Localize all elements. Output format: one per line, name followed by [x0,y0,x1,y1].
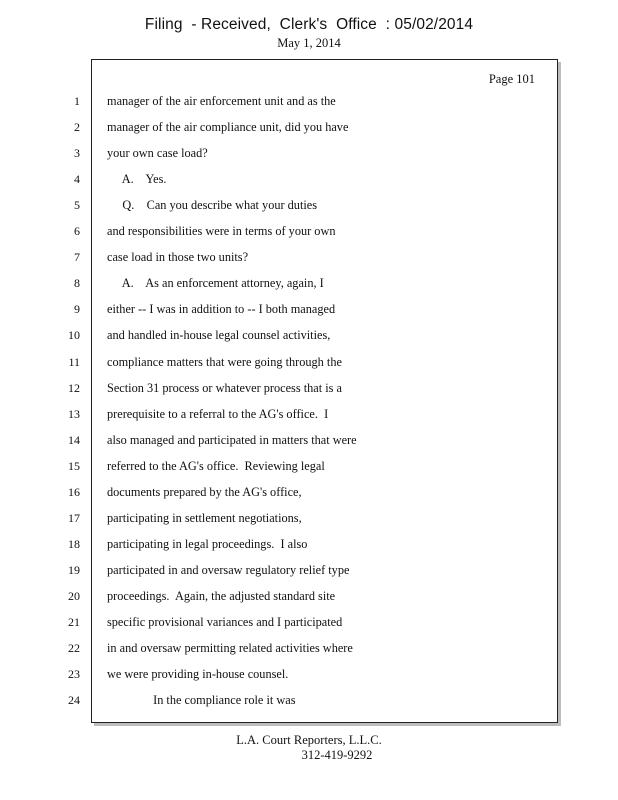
line-text: and handled in-house legal counsel activities, [107,328,331,342]
line-number: 1 [74,94,80,108]
line-text: A. As an enforcement attorney, again, I [107,276,324,290]
line-text: participating in legal proceedings. I also [107,537,308,551]
line-number: 20 [68,589,80,603]
line-number: 9 [74,302,80,316]
line-number: 12 [68,381,80,395]
line-text: case load in those two units? [107,250,249,264]
line-text: In the compliance role it was [107,693,296,707]
line-number: 21 [68,615,80,629]
line-number: 17 [68,511,80,525]
line-text: documents prepared by the AG's office, [107,485,302,499]
line-text: either -- I was in addition to -- I both managed [107,302,336,316]
court-reporter-name: L.A. Court Reporters, L.L.C. [236,733,382,747]
line-text: proceedings. Again, the adjusted standard site [107,589,336,603]
line-text: referred to the AG's office. Reviewing legal [107,459,325,473]
line-text: prerequisite to a referral to the AG's office. I [107,407,329,421]
line-number: 19 [68,563,80,577]
line-text: also managed and participated in matters that were [107,433,357,447]
line-number: 4 [74,172,80,186]
line-number: 8 [74,276,80,290]
line-text: participating in settlement negotiations, [107,511,302,525]
line-text: compliance matters that were going through the [107,355,342,369]
line-number: 14 [68,433,80,447]
line-text: participated in and oversaw regulatory relief type [107,563,350,577]
line-number: 6 [74,224,80,238]
court-reporter-phone: 312-419-9292 [301,748,373,762]
line-number: 18 [68,537,80,551]
line-number: 3 [74,146,80,160]
line-number: 23 [68,667,80,681]
page-number: Page 101 [488,72,535,86]
line-number: 2 [74,120,80,134]
line-text: manager of the air enforcement unit and as the [107,94,336,108]
line-text: your own case load? [107,146,208,160]
filing-stamp: Filing - Received, Clerk's Office : 05/02/2014 [144,16,474,33]
line-number: 16 [68,485,80,499]
line-number: 13 [68,407,80,421]
line-text: Q. Can you describe what your duties [107,198,318,212]
line-text: A. Yes. [107,172,167,186]
line-number: 11 [68,355,80,369]
line-text: Section 31 process or whatever process that is a [107,381,342,395]
line-number: 24 [68,693,80,707]
line-number: 5 [74,198,80,212]
transcript-date: May 1, 2014 [277,36,341,50]
line-text: specific provisional variances and I participated [107,615,343,629]
line-text: we were providing in-house counsel. [107,667,289,681]
line-number: 10 [68,328,80,342]
line-number: 22 [68,641,80,655]
line-text: and responsibilities were in terms of your own [107,224,336,238]
line-text: manager of the air compliance unit, did you have [107,120,349,134]
line-text: in and oversaw permitting related activities where [107,641,353,655]
line-number: 7 [74,250,80,264]
line-number: 15 [68,459,80,473]
